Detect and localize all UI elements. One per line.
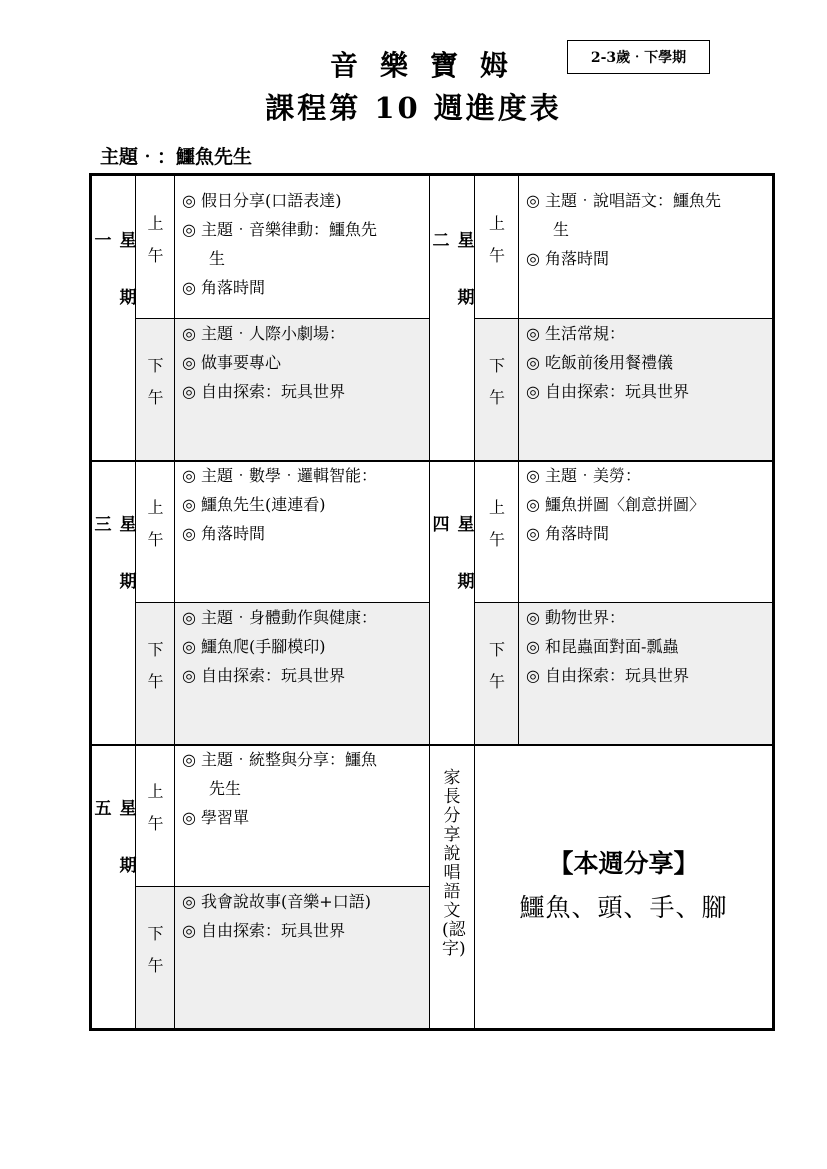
day-label-thu — [429, 515, 474, 685]
am-label-text: 上午 — [486, 215, 506, 279]
list-item: ◎ 角落時間 — [526, 249, 610, 268]
age-term-badge: 2-3歲‧下學期 — [567, 40, 710, 74]
day-label-text: 星期四 — [428, 515, 474, 629]
list-item: ◎ 主題‧統整與分享：鱷魚 — [182, 750, 378, 769]
list-item: 生 — [553, 220, 570, 239]
day-label-text: 星期一 — [90, 231, 136, 345]
tue-am-items — [526, 186, 771, 273]
pm-label-tue — [474, 318, 518, 460]
list-item: ◎ 自由探索：玩具世界 — [182, 666, 346, 685]
wed-pm-items — [182, 603, 427, 690]
tue-pm-items — [526, 319, 771, 406]
am-label-mon — [135, 176, 174, 318]
list-item: ◎ 主題‧身體動作與健康： — [182, 608, 378, 627]
list-item: ◎ 自由探索：玩具世界 — [182, 382, 346, 401]
am-label-wed — [135, 460, 174, 602]
wed-am-items — [182, 461, 427, 548]
weekly-share-title: 【本週分享】 — [548, 849, 699, 878]
pm-label-text: 下午 — [145, 925, 164, 989]
day-label-text: 星期五 — [90, 799, 136, 913]
list-item: ◎ 主題‧數學‧邏輯智能： — [182, 466, 378, 485]
list-item: ◎ 自由探索：玩具世界 — [526, 382, 690, 401]
list-item: ◎ 生活常規： — [526, 324, 626, 343]
list-item: ◎ 主題‧說唱語文：鱷魚先 — [526, 191, 722, 210]
pm-label-text: 下午 — [145, 357, 164, 421]
schedule-table — [89, 173, 775, 1031]
list-item: ◎ 做事要專心 — [182, 353, 282, 372]
list-item: ◎ 主題‧音樂律動：鱷魚先 — [182, 220, 378, 239]
pm-label-thu — [474, 602, 518, 744]
parent-share-label: 家長分享說唱語文(認字) — [442, 768, 466, 959]
list-item: ◎ 我會說故事(音樂+口語) — [182, 892, 371, 911]
list-item: ◎ 自由探索：玩具世界 — [182, 921, 346, 940]
list-item: ◎ 自由探索：玩具世界 — [526, 666, 690, 685]
list-item: 先生 — [209, 779, 242, 798]
list-item: ◎ 角落時間 — [182, 278, 266, 297]
am-label-text: 上午 — [145, 215, 164, 279]
school-name: 音樂寶姆 — [330, 49, 531, 82]
list-item: ◎ 主題‧人際小劇場： — [182, 324, 346, 343]
am-label-tue — [474, 176, 518, 318]
weekly-share-box — [475, 844, 772, 924]
list-item: ◎ 主題‧美勞： — [526, 466, 642, 485]
list-item: ◎ 鱷魚先生(連連看) — [182, 495, 326, 514]
mon-pm-items — [182, 319, 427, 406]
theme-line: 主題‧：鱷魚先生 — [100, 146, 253, 168]
list-item: ◎ 假日分享(口語表達) — [182, 191, 342, 210]
fri-pm-items — [182, 887, 427, 945]
day-label-wed — [92, 515, 135, 685]
list-item: ◎ 吃飯前後用餐禮儀 — [526, 353, 674, 372]
list-item: ◎ 和昆蟲面對面-瓢蟲 — [526, 637, 679, 656]
pm-label-text: 下午 — [486, 357, 506, 421]
list-item: ◎ 角落時間 — [182, 524, 266, 543]
pm-label-mon — [135, 318, 174, 460]
fri-am-items — [182, 745, 427, 832]
mon-am-items — [182, 186, 427, 302]
am-label-fri — [135, 744, 174, 886]
day-label-text: 星期二 — [428, 231, 474, 345]
thu-am-items — [526, 461, 771, 548]
pm-label-wed — [135, 602, 174, 744]
pm-label-fri — [135, 886, 174, 1028]
day-label-fri — [92, 799, 135, 969]
day-label-text: 星期三 — [90, 515, 136, 629]
page-title: 課程第 10 週進度表 — [265, 91, 562, 125]
am-label-thu — [474, 460, 518, 602]
am-label-text: 上午 — [145, 783, 164, 847]
thu-pm-items — [526, 603, 771, 690]
weekly-share-text: 鱷魚、頭、手、腳 — [519, 893, 728, 922]
list-item: ◎ 角落時間 — [526, 524, 610, 543]
list-item: ◎ 動物世界： — [526, 608, 626, 627]
am-label-text: 上午 — [145, 499, 164, 563]
am-label-text: 上午 — [486, 499, 506, 563]
pm-label-text: 下午 — [486, 641, 506, 705]
list-item: ◎ 鱷魚爬(手腳模印) — [182, 637, 326, 656]
day-label-tue — [429, 231, 474, 401]
list-item: 生 — [209, 249, 226, 268]
list-item: ◎ 鱷魚拼圖〈創意拼圖〉 — [526, 495, 706, 514]
list-item: ◎ 學習單 — [182, 808, 250, 827]
pm-label-text: 下午 — [145, 641, 164, 705]
day-label-mon — [92, 231, 135, 401]
